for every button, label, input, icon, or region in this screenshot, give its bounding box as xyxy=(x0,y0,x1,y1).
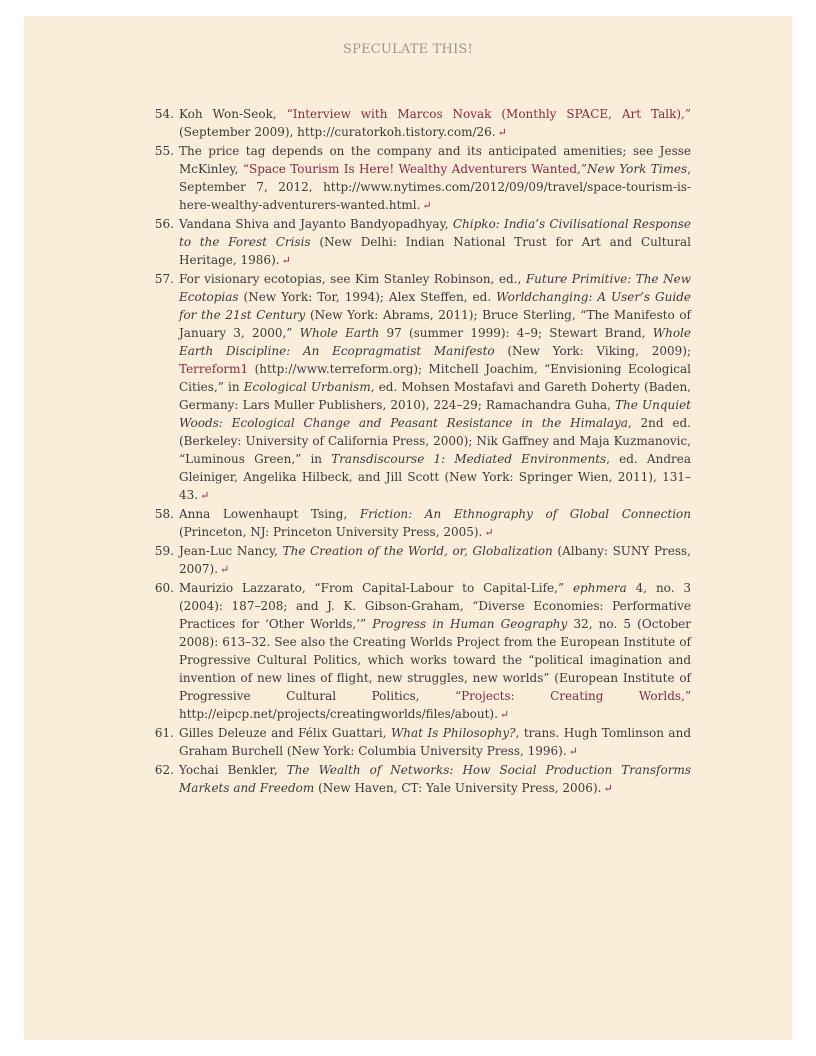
endnote-number: 58. xyxy=(154,507,174,521)
endnote-item xyxy=(154,270,691,505)
endnote-item xyxy=(154,105,691,142)
return-arrow-icon[interactable]: ↵ xyxy=(603,782,613,795)
endnote-text: Gilles Deleuze and Félix Guattari, xyxy=(179,726,391,740)
endnote-title: ephmera xyxy=(572,581,627,595)
endnote-link[interactable]: “Space Tourism Is Here! Wealthy Adventurers Wanted,” xyxy=(242,162,587,176)
endnote-number: 57. xyxy=(154,272,174,286)
endnote-title: Whole Earth Discipline: An Ecopragmatist Manifesto xyxy=(179,326,691,358)
page xyxy=(24,16,792,1040)
endnote-text: Vandana Shiva and Jayanto Bandyopadhyay, xyxy=(179,217,453,231)
endnote-title: The Wealth of Networks: How Social Production Transforms Markets and Freedom xyxy=(179,763,691,795)
return-arrow-icon[interactable]: ↵ xyxy=(499,708,510,721)
endnote-title: Transdiscourse 1: Mediated Environments xyxy=(331,452,607,466)
endnote-text: http://eipcp.net/projects/creatingworlds/files/about). xyxy=(179,707,498,721)
endnote-text: (Albany: SUNY Press, 2007). xyxy=(179,544,691,576)
endnote-text: (http://www.terreform.org); Mitchell Joachim, “Envisioning Ecological Cities,” in xyxy=(179,362,691,394)
endnote-text: The price tag depends on the company and its anticipated amenities; see Jesse McKinley, xyxy=(179,144,691,176)
endnote-title: Friction: An Ethnography of Global Connection xyxy=(359,507,691,521)
endnote-title: What Is Philosophy? xyxy=(390,726,516,740)
endnote-text: (New Delhi: Indian National Trust for Art and Cultural Heritage, 1986). xyxy=(179,235,691,267)
endnote-text: Maurizio Lazzarato, “From Capital-Labour to Capital-Life,” xyxy=(179,581,573,595)
endnote-number: 59. xyxy=(154,544,174,558)
endnote-title: Worldchanging: A User’s Guide for the 21st Century xyxy=(179,290,691,322)
endnote-title: Progress in Human Geography xyxy=(372,617,568,631)
endnote-text: , ed. Andrea Gleiniger, Angelika Hilbeck, and Jill Scott (New York: Springer Wien, 2011), 131–43. xyxy=(179,452,691,502)
endnote-text: (New York: Tor, 1994); Alex Steffen, ed. xyxy=(238,290,497,304)
endnote-link[interactable]: “Projects: Creating Worlds,” xyxy=(454,689,692,703)
endnote-text: (September 2009), http://curatorkoh.tistory.com/26. xyxy=(179,125,496,139)
return-arrow-icon[interactable]: ↵ xyxy=(568,745,578,758)
return-arrow-icon[interactable]: ↵ xyxy=(200,489,210,502)
endnote-text: 32, no. 5 (October 2008): 613–32. See also the Creating Worlds Project from the European Institute of Progressive Cultural Politics, which works toward the “political imagination and invention of new lines of flight, new struggles, new worlds” (European Institute of Progressive Cultural Politics, xyxy=(179,617,691,703)
endnote-text: 4, no. 3 (2004): 187–208; and J. K. Gibson-Graham, “Diverse Economies: Performative Practices for ‘Other Worlds,’” xyxy=(179,581,691,631)
endnote-number: 60. xyxy=(154,581,174,595)
endnote-link[interactable]: Terreform1 xyxy=(179,362,249,376)
endnote-text: For visionary ecotopias, see Kim Stanley Robinson, ed., xyxy=(179,272,526,286)
endnote-item xyxy=(154,724,692,761)
endnote-item xyxy=(154,215,692,270)
endnote-title: The Unquiet Woods: Ecological Change and Peasant Resistance in the Himalaya xyxy=(179,398,691,430)
return-arrow-icon[interactable]: ↵ xyxy=(484,526,494,539)
endnote-text: Yochai Benkler, xyxy=(179,763,287,777)
return-arrow-icon[interactable]: ↵ xyxy=(220,563,230,576)
endnote-link[interactable]: “Interview with Marcos Novak (Monthly SPACE, Art Talk),” xyxy=(286,107,691,121)
endnote-text: , ed. Mohsen Mostafavi and Gareth Doherty (Baden, Germany: Lars Muller Publishers, 2010), 224–29; Ramachandra Guha, xyxy=(179,380,691,412)
endnote-number: 61. xyxy=(154,726,174,740)
endnote-text: (New Haven, CT: Yale University Press, 2006). xyxy=(314,781,602,795)
endnote-item xyxy=(154,505,691,542)
endnote-title: Chipko: India’s Civilisational Response to the Forest Crisis xyxy=(179,217,692,249)
endnote-text: , trans. Hugh Tomlinson and Graham Burchell (New York: Columbia University Press, 1996). xyxy=(179,726,692,758)
endnote-text: Koh Won-Seok, xyxy=(179,107,287,121)
endnote-text: Anna Lowenhaupt Tsing, xyxy=(179,507,360,521)
endnote-text: (New York: Abrams, 2011); Bruce Sterling, “The Manifesto of January 3, 2000,” xyxy=(179,308,691,340)
return-arrow-icon[interactable]: ↵ xyxy=(281,254,291,267)
return-arrow-icon[interactable]: ↵ xyxy=(497,126,507,139)
endnote-text: , September 7, 2012, http://www.nytimes.com/2012/09/09/travel/space-tourism-is-here-wealthy-adventurers-wanted.html. xyxy=(179,162,692,212)
endnote-number: 55. xyxy=(154,144,174,158)
endnote-text: (Princeton, NJ: Princeton University Press, 2005). xyxy=(179,525,483,539)
endnote-text: , 2nd ed. (Berkeley: University of California Press, 2000); Nik Gaffney and Maja Kuzmanovic, “Luminous Green,” in xyxy=(179,416,691,466)
endnote-text: Jean-Luc Nancy, xyxy=(179,544,283,558)
endnote-number: 54. xyxy=(154,107,174,121)
running-header: SPECULATE THIS! xyxy=(343,42,473,57)
endnote-item xyxy=(154,579,692,724)
endnote-title: New York Times xyxy=(587,162,688,176)
endnote-item xyxy=(154,542,691,579)
endnote-item xyxy=(154,142,692,215)
endnote-title: Whole Earth xyxy=(299,326,380,340)
endnotes-list xyxy=(154,105,692,798)
endnote-number: 56. xyxy=(154,217,174,231)
endnote-title: The Creation of the World, or, Globalization xyxy=(282,544,553,558)
endnote-number: 62. xyxy=(154,763,174,777)
endnote-title: Ecological Urbanism xyxy=(243,380,371,394)
endnote-text: 97 (summer 1999): 4–9; Stewart Brand, xyxy=(379,326,653,340)
return-arrow-icon[interactable]: ↵ xyxy=(422,199,432,212)
endnote-text: (New York: Viking, 2009); xyxy=(494,344,691,358)
endnote-title: Future Primitive: The New Ecotopias xyxy=(179,272,691,304)
endnote-item xyxy=(154,761,691,798)
